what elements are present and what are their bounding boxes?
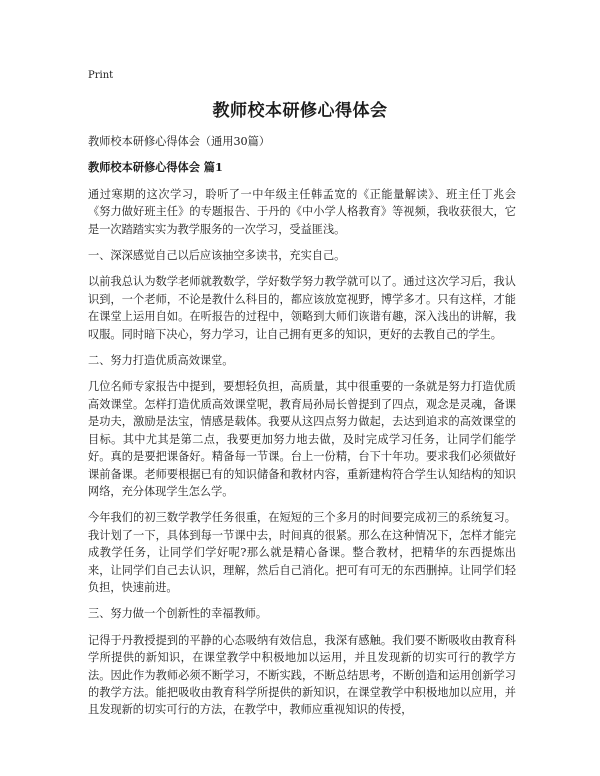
paragraph-intro: 通过寒期的这次学习，聆听了一中年级主任韩孟宽的《正能量解读》、班主任丁兆会《努力做好班主任》的专题报告、于丹的《中小学人格教育》等视频，我收获很大，它是一次踏踏实实为教学服务的一次学习，受益匪浅。 — [88, 187, 516, 236]
paragraph-innovation: 记得于丹教授提到的平静的心态吸纳有效信息，我深有感触。我们要不断吸收由教育科学所提供的新知识，在课堂教学中积极地加以运用，并且发现新的切实可行的教学方法。因此作为教师必须不断学习，不断实践，不断总结思考，不断创造和运用创新学习的教学方法。能把吸收由教育科学所提供的新知识，在课堂教学中积极地加以应用，并且发现新的切实可行的方法，在教学中，教师应重视知识的传授， — [88, 633, 516, 717]
print-label: Print — [88, 70, 114, 81]
section-heading: 教师校本研修心得体会 篇1 — [88, 160, 223, 175]
document-title: 教师校本研修心得体会 — [212, 101, 388, 121]
point-heading-1: 一、深深感觉自己以后应该抽空多读书，充实自己。 — [88, 249, 346, 263]
point-heading-3: 三、努力做一个创新性的幸福教师。 — [88, 607, 268, 621]
document-body — [88, 133, 516, 719]
paragraph-reading: 以前我总认为数学老师就教数学，学好数学努力教学就可以了。通过这次学习后，我认识到，一个老师，不论是教什么科目的，都应该放宽视野，博学多才。只有这样，才能在课堂上运用自如。在听报告的过程中，领略到大师们诙谐有趣，深入浅出的讲解，我叹服。同时暗下决心，努力学习，让自己拥有更多的知识，更好的去教自己的学生。 — [88, 275, 516, 341]
paragraph-efficient-classroom: 几位名师专家报告中提到，要想轻负担，高质量，其中很重要的一条就是努力打造优质高效课堂。怎样打造优质高效课堂呢，教育局孙局长曾提到了四点，观念是灵魂，备课是功夫，激励是法宝，情感是载体。我要从这四点努力做起，去达到追求的高效课堂的目标。其中尤其是第二点，我要更加努力地去做，及时完成学习任务，让同学们能学好。真的是要把课备好。精备每一节课。台上一份精，台下十年功。要求我们必须做好课前备课。老师要根据已有的知识储备和教材内容，重新建构符合学生认知结构的知识网络，充分体现学生怎么学。 — [88, 380, 516, 498]
paragraph-review-plan: 今年我们的初三数学教学任务很重，在短短的三个多月的时间要完成初三的系统复习。我计划了一下，具体到每一节课中去，时间真的很紧。那么在这种情况下，怎样才能完成教学任务，让同学们学好呢?那么就是精心备课。整合教材，把精华的东西提炼出来，让同学们自己去认识，理解，然后自己消化。把可有可无的东西删掉。让同学们轻负担，快速前进。 — [88, 511, 516, 594]
point-heading-2: 二、努力打造优质高效课堂。 — [88, 354, 234, 368]
document-subtitle: 教师校本研修心得体会（通用30篇） — [88, 135, 271, 148]
